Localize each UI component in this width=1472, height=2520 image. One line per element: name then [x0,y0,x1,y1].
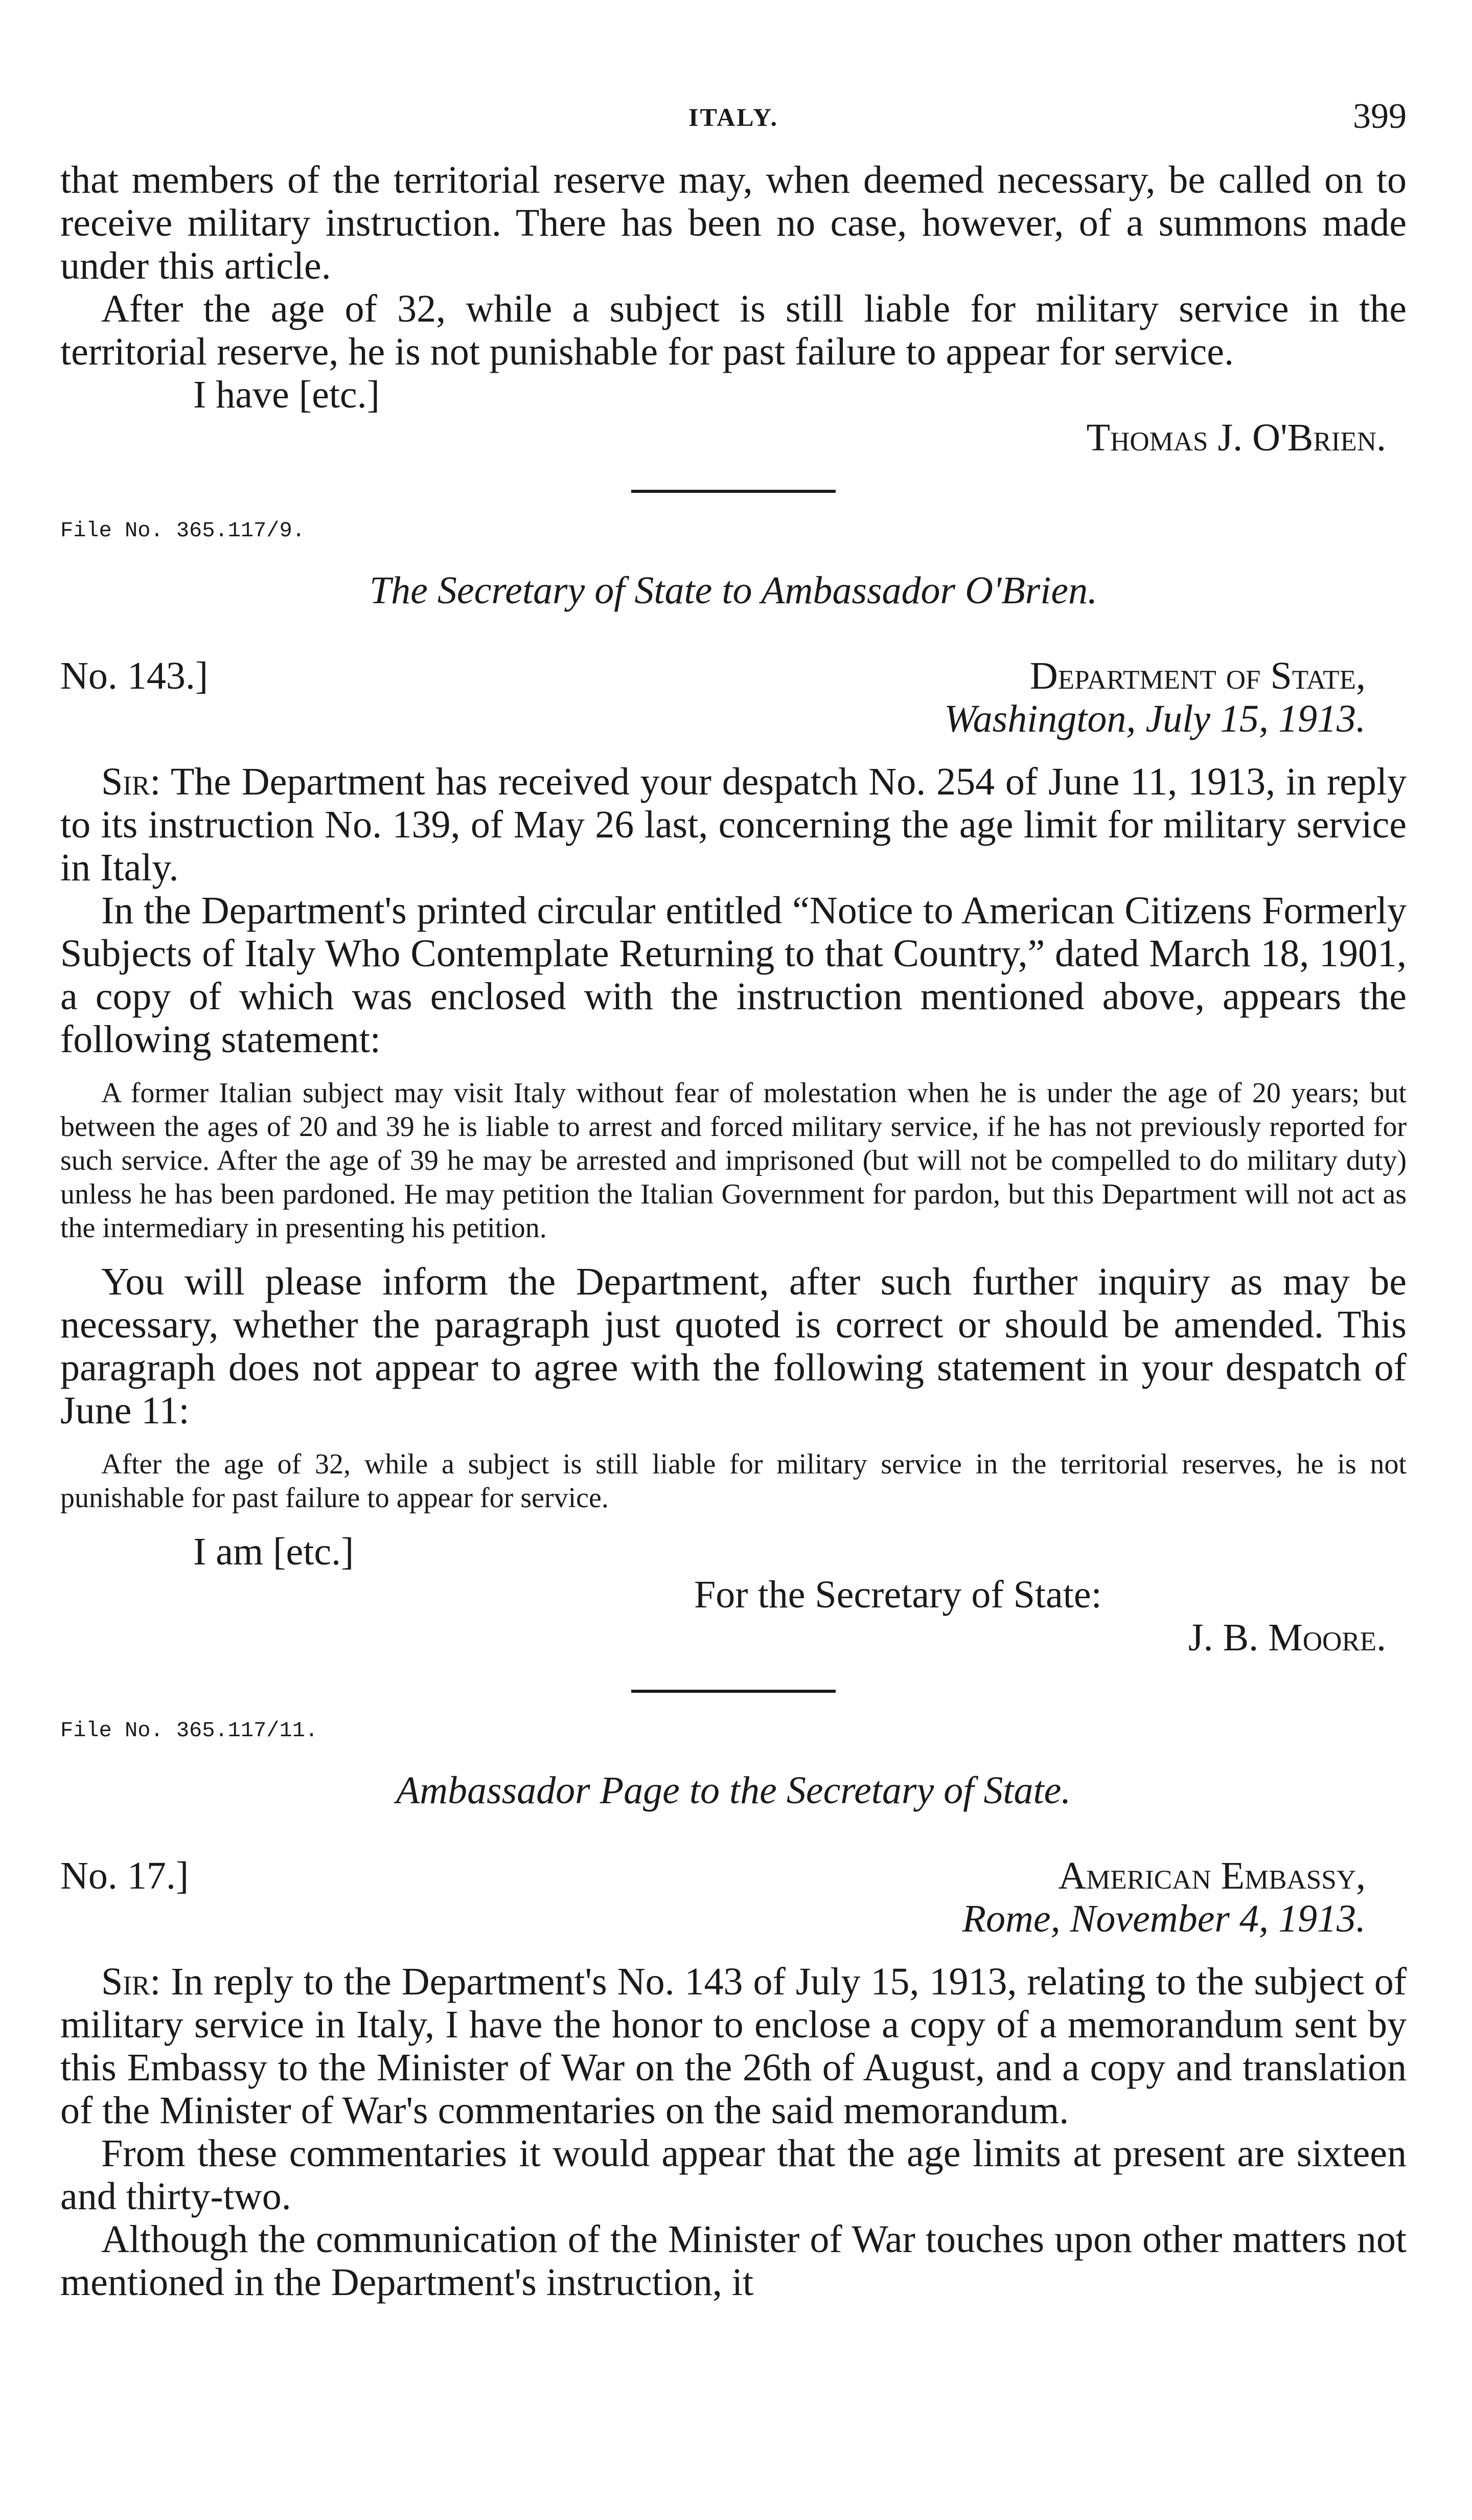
closing-line: I am [etc.] [193,1530,354,1573]
paragraph-text: The Department has received your despatch No. 254 of June 11, 1913, in reply to its instruction No. 139, of May 26 last, concerning the age limit for military service in Italy. [60,760,1407,889]
paragraph: In the Department's printed circular entitled “Notice to American Citizens Formerly Subjects of Italy Who Contemplate Returning to that Country,” dated March 18, 1901, a copy of which was enclosed with the instruction mentioned above, appears the following statement: [60,889,1407,1061]
salutation: Sir: [101,1960,161,2003]
section-divider [631,1690,836,1693]
paragraph: You will please inform the Department, after such further inquiry as may be necessary, whether the paragraph just quoted is correct or should be amended. This paragraph does not appear to agree with the following statement in your despatch of June 11: [60,1260,1407,1432]
document-heading: The Secretary of State to Ambassador O'Brien. [369,569,1098,612]
paragraph-text: In reply to the Department's No. 143 of July 15, 1913, relating to the subject of military service in Italy, I have the honor to enclose a copy of a memorandum sent by this Embassy to the Minister of War on the 26th of August, and a copy and translation of the Minister of War's commentaries on the said memorandum. [60,1960,1407,2132]
document-number: No. 17.] [60,1854,189,1897]
paragraph: After the age of 32, while a subject is still liable for military service in the territorial reserve, he is not punishable for past failure to appear for service. [60,287,1407,373]
page-number: 399 [1353,97,1407,136]
paragraph [60,760,1407,889]
paragraph: From these commentaries it would appear that the age limits at present are sixteen and thirty-two. [60,2132,1407,2218]
document-number: No. 143.] [60,654,209,697]
dateline-place: Department of State, [1029,654,1366,697]
block-quote: A former Italian subject may visit Italy without fear of molestation when he is under the age of 20 years; but between the ages of 20 and 39 he is liable to arrest and forced military service, if he has not previously reported for such service. After the age of 39 he may be arrested and imprisoned (but will not be compelled to do military duty) unless he has been pardoned. He may petition the Italian Government for pardon, but this Department will not act as the intermediary in presenting his petition. [60,1077,1407,1244]
paragraph [60,1960,1407,2132]
paragraph: Although the communication of the Minister of War touches upon other matters not mentioned in the Department's instruction, it [60,2218,1407,2304]
dateline-place: American Embassy, [1058,1854,1366,1897]
signature: Thomas J. O'Brien. [1086,416,1386,459]
dateline-date: Washington, July 15, 1913. [944,697,1366,740]
running-head-title: ITALY. [688,103,778,131]
file-number: File No. 365.117/11. [60,1718,318,1743]
for-line: For the Secretary of State: [694,1573,1102,1616]
document-heading: Ambassador Page to the Secretary of State. [396,1769,1071,1812]
block-quote: After the age of 32, while a subject is still liable for military service in the territorial reserves, he is not punishable for past failure to appear for service. [60,1448,1407,1514]
dateline [60,654,1407,740]
dateline [60,1854,1407,1940]
section-divider [631,490,836,493]
dateline-date: Rome, November 4, 1913. [962,1897,1366,1940]
salutation: Sir: [101,760,161,803]
paragraph: that members of the territorial reserve may, when deemed necessary, be called on to receive military instruction. There has been no case, however, of a summons made under this article. [60,158,1407,287]
file-number: File No. 365.117/9. [60,518,305,543]
running-head [60,97,1407,158]
closing-line: I have [etc.] [193,373,380,416]
signature: J. B. Moore. [1188,1616,1386,1659]
